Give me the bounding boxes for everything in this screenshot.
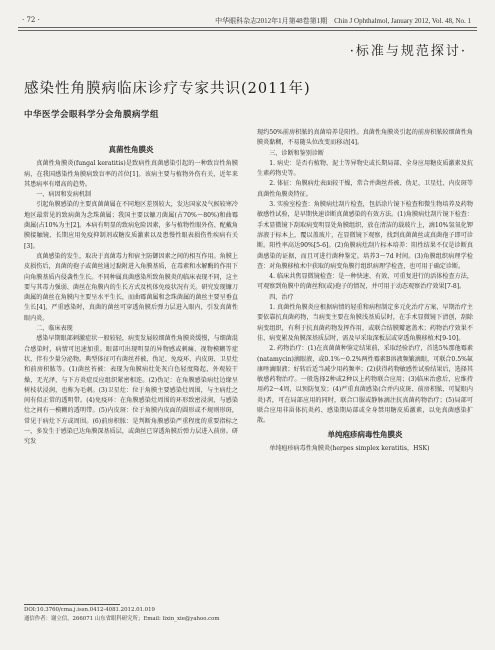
paragraph: 现约50%前房积脓的真菌培养是阳性。真菌性角膜炎引起的前房积脓较细菌性角膜炎黏稠，不易随头位改变而移动[4]。 bbox=[257, 129, 473, 147]
paragraph: 2. 药物治疗：(1)在真菌菌种鉴定结果前，采取经验治疗，首选5%那他霉素(natamycin)滴眼液，或0.1%～0.2%两性霉素B溶液频繁滴眼，可联合0.5%氟康唑滴眼液；好转后适当减少用药频率；(2)获得药物敏感性试验结果后，选择其敏感药物治疗。一般选择2种或2种以上药物联合应用；(3)临床治愈后，应维持用药2～4周，以预防复发；(4)严重真菌感染(合并内皮斑、前房积脓、可疑眼内炎)者，可在局部应用的同时，联合口服或静脉滴注抗真菌药物治疗；(5)局部可联合应用非甾体抗炎药、感染期局部或全身禁用糖皮质激素，以免真菌感染扩散。 bbox=[257, 345, 473, 425]
right-column bbox=[257, 128, 473, 454]
paragraph: 真菌性角膜炎(fungal keratitis)是致病性真菌感染引起的一种致盲性角膜病，在我国感染性角膜病致盲率的首位[1]。该病主要与植物外伤有关，近年来其患病率有增高的趋势。 bbox=[24, 160, 238, 188]
paragraph: 2. 体征：角膜病灶表面较干燥，常合并菌丝苔被、伪足、卫星灶、内皮斑等真菌性角膜炎特征。 bbox=[257, 180, 473, 198]
subheading: 四、治疗 bbox=[269, 293, 294, 301]
paragraph: 真菌感染的发生，取决于真菌毒力和宿主防御因素之间的相互作用。角膜上皮损伤后，真菌的孢子或菌丝通过黏附进入角膜基质，在毒素和水解酶的作用下向角膜基质内侵袭性生长。不同种属真菌感染所致角膜炎的临床表现不同，这主要与其毒力强弱、菌丝在角膜内的生长方式及机体免疫状况有关。研究发现镰刀菌属的菌丝在角膜内主要呈水平生长，而曲霉菌属和念珠菌属的菌丝主要呈垂直生长[4]，严重感染时，真菌的菌丝可穿透角膜后弹力层进入眼内，引发真菌性眼内炎。 bbox=[24, 252, 238, 322]
paragraph: 1. 病史：是否有植物、泥土等异物史或长期局部、全身应用糖皮质激素及抗生素药物史等。 bbox=[257, 159, 473, 178]
subheading: 三、诊断和鉴别诊断 bbox=[269, 149, 325, 157]
paragraph: 1. 真菌性角膜炎应根据病情的轻重和病程制定多元化治疗方案，早期治疗主要依靠抗真菌药物，当病变主要在角膜浅基质层时，在手术显微镜下清创，刮除病变组织，有利于抗真菌药物发挥作用，或联合结膜瓣遮盖术；药物治疗效果不佳、病变累及角膜深基质层时，需及早采取深板层或穿透角膜移植术[9-10]。 bbox=[257, 304, 473, 342]
paragraph: 感染早期眼部刺激症状一般较轻，病变发展较细菌性角膜炎缓慢，与细菌混合感染时，病情可迅速加重。眼部可出现明显的异物感或刺痛、视物模糊等症状，伴有少量分泌物。典型体征可有菌丝苔被、伪足、免疫环、内皮斑、卫星灶和前房积脓等。(1)菌丝苔被：表现为角膜病灶处灰白色轻度隆起，外观较干燥，无光泽，与下方炎症反应组织紧密相连。(2)伪足：在角膜感染病灶边缘呈树枝状浸润，也称为毛刺。(3)卫星灶：位于角膜主要感染灶周围，与主病灶之间有似正常的透明带。(4)免疫环：在角膜感染灶周围的环形致密浸润，与感染灶之间有一模糊的透明带。(5)内皮斑：位于角膜内皮面的圆形或不规则形斑，常见于病灶下方或周围。(6)前房积脓：是判断角膜感染严重程度的重要指标之一，多发生于感染已达角膜深基质层，或菌丝已穿透角膜后弹力层进入前房。研究发 bbox=[24, 335, 238, 446]
footnote bbox=[24, 606, 238, 624]
section-heading-fungal: 真菌性角膜炎 bbox=[108, 145, 154, 154]
header-rule bbox=[18, 27, 477, 28]
section-heading-hsk: 单纯疱疹病毒性角膜炎 bbox=[327, 429, 403, 439]
paragraph: 引起角膜感染的主要真菌菌属在不同地区差别较大，发达国家及气候较寒冷地区最常见的致病菌为念珠菌属；我国主要以镰刀菌属(占70%～80%)和曲霉菌属(占10%为主[2]。本病有明显的致病危险因素，多与植物性眼外伤、配戴角膜接触镜、长期应用免疫抑制剂或糖皮质激素以及患慢性眼表损伤性疾病有关[3]。 bbox=[24, 201, 238, 250]
header-rule-thin bbox=[18, 30, 477, 31]
section-tag: ·标准与规范探讨· bbox=[349, 44, 467, 59]
paragraph: 4. 临床共焦显微镜检查：是一种快速、有效、可重复进行的活体检查方法，可观察到角膜中的菌丝和(或)孢子的情况，并可用于动态观察治疗效果[7-8]。 bbox=[257, 273, 473, 291]
left-column bbox=[24, 142, 238, 448]
paragraph: 单纯疱疹病毒性角膜炎(herpes simplex keratitis，HSK) bbox=[269, 444, 430, 452]
authors: 中华医学会眼科学分会角膜病学组 bbox=[24, 110, 160, 120]
subheading: 一、病因和发病机制 bbox=[36, 191, 92, 199]
footnote-address: 通信作者：谢立信，266071 山东省眼科研究所；Email: lixin_xie@yahoo.com bbox=[24, 616, 220, 622]
subheading: 二、临床表现 bbox=[36, 325, 73, 333]
footnote-rule bbox=[24, 604, 120, 605]
article-title: 感染性角膜病临床诊疗专家共识(2011年) bbox=[24, 81, 311, 97]
paragraph: 3. 实验室检查：角膜病灶刮片检查，包括涂片镜下检查和微生物培养及药物敏感性试验，是早期快速诊断真菌感染的有效方法。(1)角膜病灶刮片镜下检查：手术显微镜下刮取病变明显处角膜组织，放在清洁的载玻片上，滴10%氢氧化钾溶液于标本上，覆以盖玻片，在显微镜下观察，找到真菌菌丝或真菌孢子即可诊断。阳性率高达90%[5-6]。(2)角膜病灶刮片标本培养：阳性结果不仅是诊断真菌感染的证据，而且可进行菌种鉴定。培养3～7d 时间。(3)角膜组织病理学检查：对角膜移植术中获取的病变角膜行组织病理学检查，也可用于确定诊断。 bbox=[257, 201, 473, 270]
footnote-doi: DOI:10.3760/cma.j.issn.0412-4081.2012.01.019 bbox=[24, 607, 155, 613]
journal-header: 中华眼科杂志2012年1月第48卷第1期 Chin J Ophthalmol, January 2012, Vol. 48, No. 1 bbox=[215, 17, 471, 25]
page-number: · 72 · bbox=[22, 16, 40, 24]
